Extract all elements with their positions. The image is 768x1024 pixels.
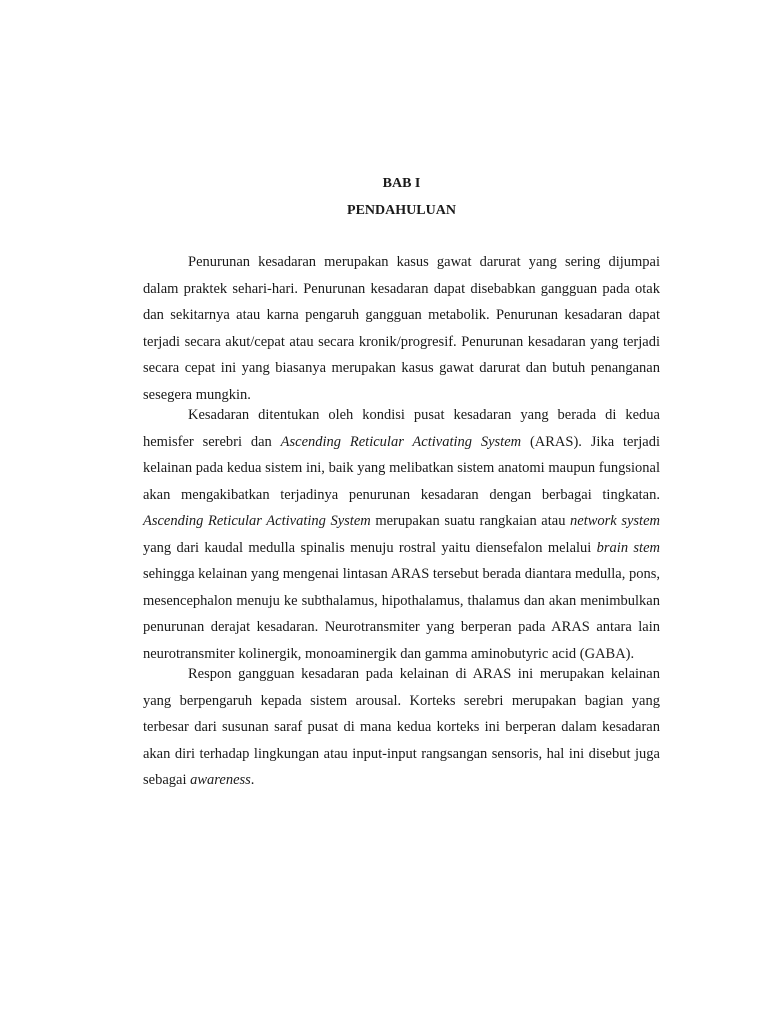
paragraph-2-text-c: merupakan suatu rangkaian atau bbox=[370, 513, 571, 529]
paragraph-1-text: Penurunan kesadaran merupakan kasus gawat darurat yang sering dijumpai dalam praktek sehari-hari. Penurunan kesadaran dapat disebabkan gangguan pada otak dan sekitarnya atau karna pengaruh gangguan metabolik. Penurunan kesadaran dapat terjadi secara akut/cepat atau secara kronik/progresif. Penurunan kesadaran yang terjadi secara cepat ini yang biasanya merupakan kasus gawat darurat dan butuh penanganan sesegera mungkin. bbox=[143, 254, 660, 403]
paragraph-1 bbox=[143, 249, 660, 408]
chapter-title: PENDAHULUAN bbox=[347, 203, 456, 218]
italic-term-awareness: awareness bbox=[190, 772, 251, 788]
italic-term-aras-2: Ascending Reticular Activating System bbox=[143, 513, 371, 529]
italic-term-brain-stem: brain stem bbox=[596, 539, 660, 556]
document-page bbox=[143, 170, 660, 794]
chapter-number: BAB I bbox=[382, 176, 421, 191]
paragraph-3 bbox=[143, 661, 660, 794]
italic-term-aras-1: Ascending Reticular Activating System bbox=[280, 433, 522, 450]
paragraph-2-text-b: (ARAS). Jika terjadi kelainan pada kedua sistem ini, baik yang melibatkan sistem anatomi maupun fungsional akan mengakibatkan terjadinya penurunan kesadaran dengan berbagai tingkatan. bbox=[143, 433, 660, 503]
paragraph-2-text-e: sehingga kelainan yang mengenai lintasan ARAS tersebut berada diantara medulla, pons, mesencephalon menuju ke subthalamus, hipothalamus, thalamus dan akan menimbulkan penurunan derajat kesadaran. Neurotransmiter yang berperan pada ARAS antara lain neurotransmiter kolinergik, monoaminergik dan gamma aminobutyric acid (GABA). bbox=[143, 566, 661, 662]
paragraph-2 bbox=[143, 402, 660, 667]
paragraph-3-text-a: Respon gangguan kesadaran pada kelainan di ARAS ini merupakan kelainan yang berpengaruh kepada sistem arousal. Korteks serebri merupakan bagian yang terbesar dari susunan saraf pusat di mana kedua korteks ini berperan dalam kesadaran akan diri terhadap lingkungan atau input-input rangsangan sensoris, hal ini disebut juga sebagai bbox=[143, 666, 660, 788]
paragraph-2-text-d: yang dari kaudal medulla spinalis menuju rostral yaitu diensefalon melalui bbox=[143, 539, 597, 556]
paragraph-2-text-a: Kesadaran ditentukan oleh kondisi pusat kesadaran yang berada di kedua hemisfer serebri dan bbox=[143, 407, 660, 450]
italic-term-network-system: network system bbox=[570, 513, 660, 529]
paragraph-3-text-b: . bbox=[250, 772, 255, 788]
